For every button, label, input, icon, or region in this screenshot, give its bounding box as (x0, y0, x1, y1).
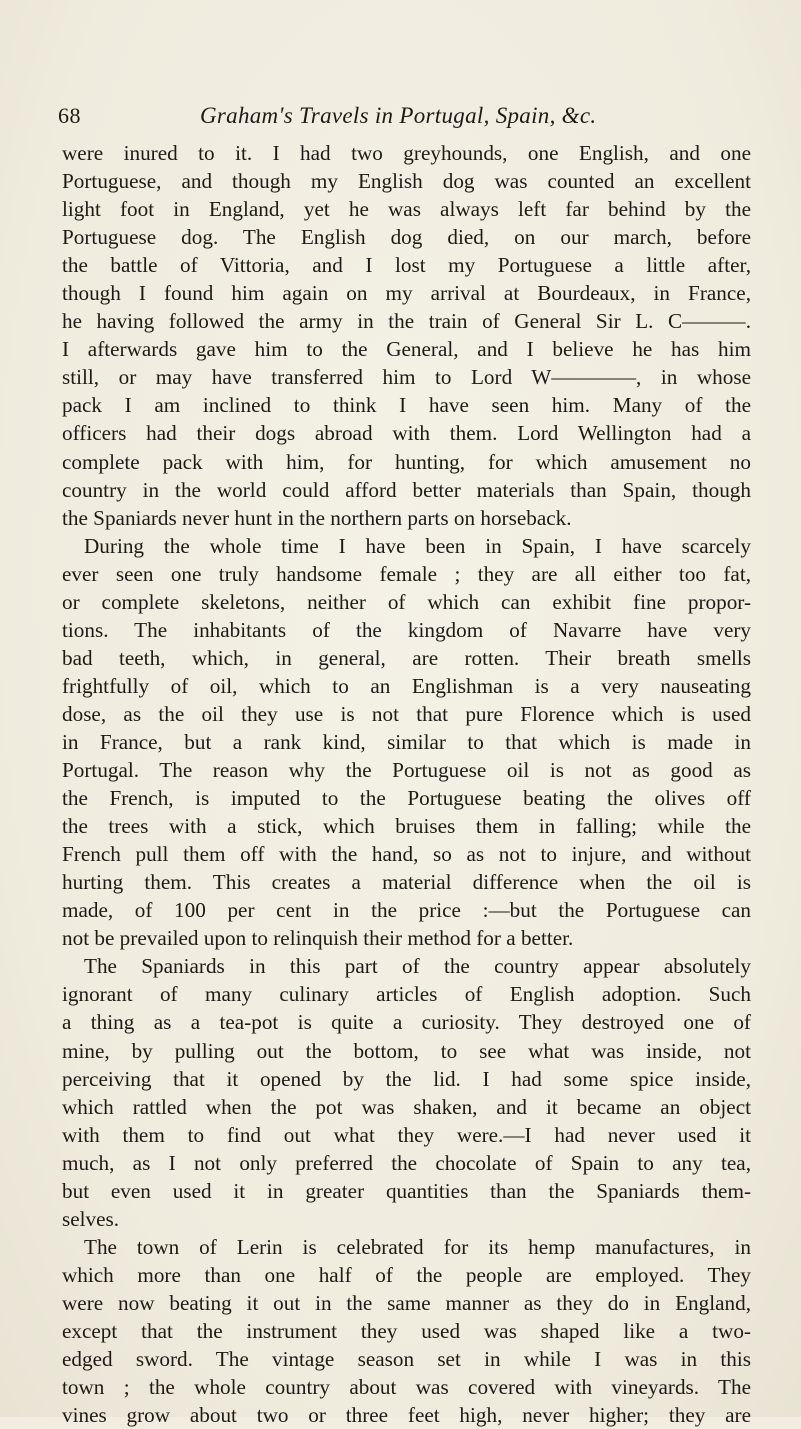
text-line: were inured to it. I had two greyhounds, one English, and one (62, 141, 751, 165)
text-line: tions. The inhabitants of the kingdom of Navarre have very (62, 617, 751, 642)
text-line: the Spaniards never hunt in the northern parts on horseback. (62, 505, 572, 530)
text-line: edged sword. The vintage season set in while I was in this (62, 1347, 751, 1372)
text-line: dose, as the oil they use is not that pure Florence which is used (62, 701, 751, 726)
text-line: the battle of Vittoria, and I lost my Portuguese a little after, (62, 253, 751, 278)
text-line: but even used it in greater quantities than the Spaniards them- (62, 1178, 751, 1203)
text-line: which more than one half of the people are employed. They (62, 1262, 751, 1287)
text-line: mine, by pulling out the bottom, to see what was inside, not (62, 1038, 751, 1063)
text-line: he having followed the army in the train of General Sir L. C———. (62, 309, 751, 334)
text-line: except that the instrument they used was shaped like a two- (62, 1318, 751, 1343)
text-line: Portuguese, and though my English dog was counted an excellent (62, 169, 751, 194)
text-line: not be prevailed upon to relinquish their method for a better. (62, 926, 574, 951)
text-line: though I found him again on my arrival at Bourdeaux, in France, (62, 281, 751, 306)
text-line: country in the world could afford better materials than Spain, though (62, 477, 751, 502)
text-line: still, or may have transferred him to Lord W————, in whose (62, 365, 751, 390)
body-text (62, 139, 751, 1429)
text-line: vines grow about two or three feet high, never higher; they are (62, 1403, 751, 1428)
text-line: pack I am inclined to think I have seen him. Many of the (62, 393, 751, 418)
text-line: officers had their dogs abroad with them. Lord Wellington had a (62, 421, 751, 446)
text-line: I afterwards gave him to the General, and I believe he has him (62, 337, 751, 362)
text-line: ignorant of many culinary articles of English adoption. Such (62, 982, 751, 1007)
text-line: hurting them. This creates a material difference when the oil is (62, 870, 751, 895)
text-line: Portuguese dog. The English dog died, on our march, before (62, 225, 751, 250)
text-line: in France, but a rank kind, similar to that which is made in (62, 729, 751, 754)
running-header (58, 103, 758, 133)
text-line: complete pack with him, for hunting, for which amusement no (62, 449, 751, 474)
text-line: made, of 100 per cent in the price :—but the Portuguese can (62, 898, 751, 923)
page-number: 68 (58, 103, 81, 128)
text-line: During the whole time I have been in Spain, I have scarcely (84, 533, 751, 558)
text-line: perceiving that it opened by the lid. I had some spice inside, (62, 1066, 751, 1091)
text-line: frightfully of oil, which to an Englishman is a very nauseating (62, 673, 751, 698)
text-line: The town of Lerin is celebrated for its hemp manufactures, in (84, 1234, 751, 1259)
text-line: the trees with a stick, which bruises them in falling; while the (62, 814, 751, 839)
text-line: were now beating it out in the same manner as they do in England, (62, 1290, 751, 1315)
text-line: Portugal. The reason why the Portuguese oil is not as good as (62, 758, 751, 783)
text-line: much, as I not only preferred the chocolate of Spain to any tea, (62, 1150, 751, 1175)
text-line: town ; the whole country about was covered with vineyards. The (62, 1375, 751, 1400)
text-line: French pull them off with the hand, so as not to injure, and without (62, 842, 751, 867)
text-line: bad teeth, which, in general, are rotten. Their breath smells (62, 645, 751, 670)
text-line: which rattled when the pot was shaken, and it became an object (62, 1094, 751, 1119)
text-line: light foot in England, yet he was always left far behind by the (62, 197, 751, 222)
text-line: The Spaniards in this part of the country appear absolutely (84, 954, 751, 979)
text-line: with them to find out what they were.—I had never used it (62, 1122, 751, 1147)
running-title: Graham's Travels in Portugal, Spain, &c. (200, 103, 597, 128)
text-line: or complete skeletons, neither of which can exhibit fine propor- (62, 589, 751, 614)
text-line: selves. (62, 1206, 120, 1231)
text-line: ever seen one truly handsome female ; they are all either too fat, (62, 561, 751, 586)
text-line: the French, is imputed to the Portuguese beating the olives off (62, 786, 751, 811)
text-line: a thing as a tea-pot is quite a curiosity. They destroyed one of (62, 1010, 751, 1035)
